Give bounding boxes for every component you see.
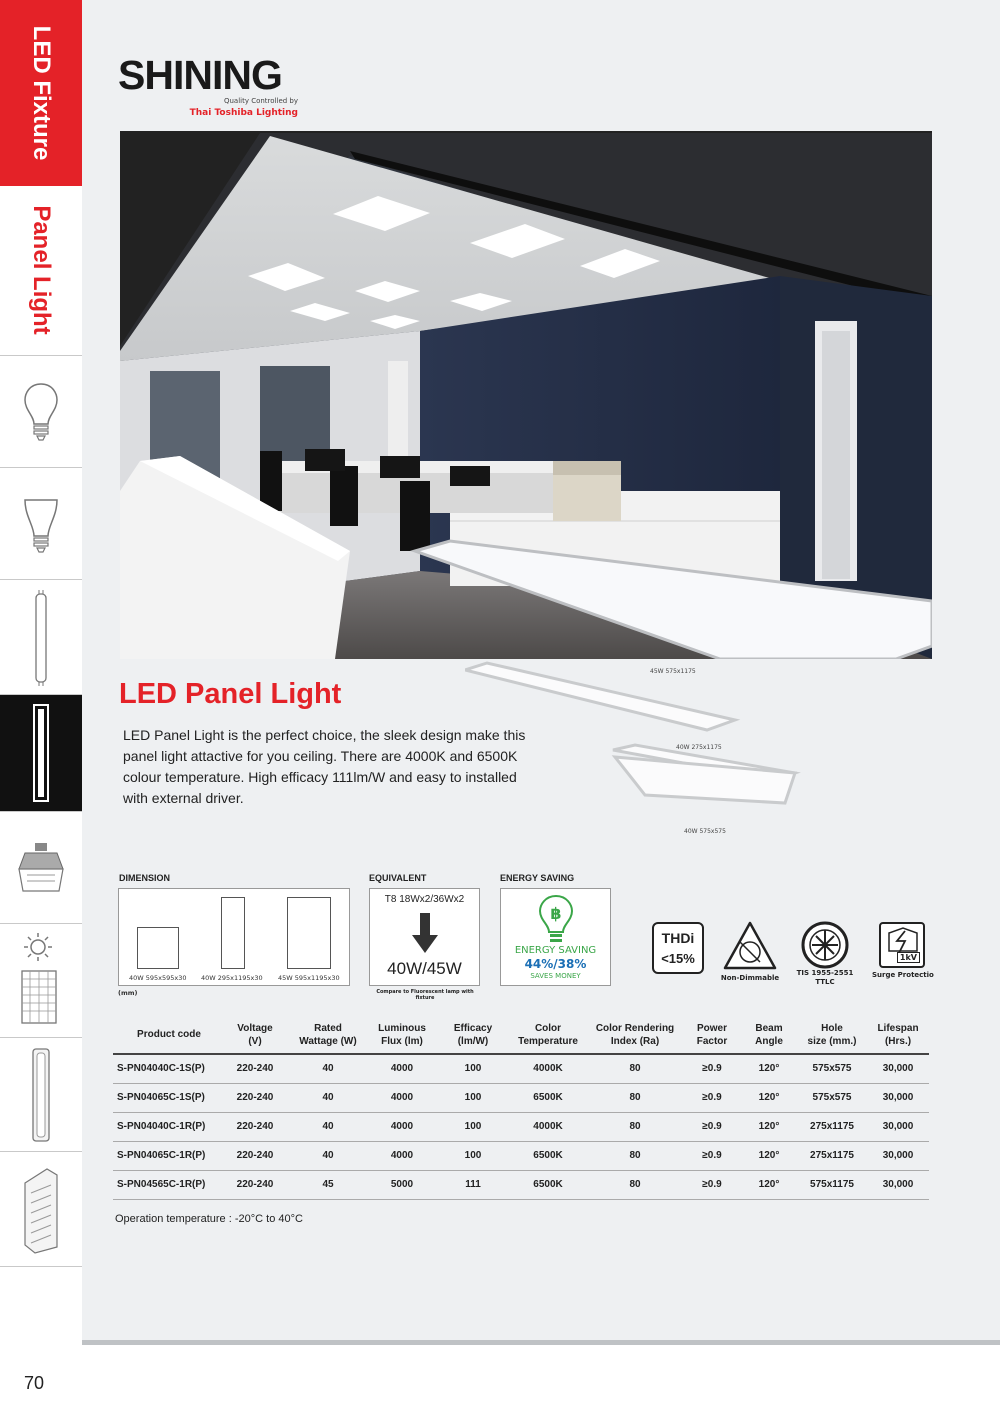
- tis-icon: [800, 920, 850, 970]
- header-power-factor: Power Factor: [683, 1016, 741, 1054]
- cell: 30,000: [867, 1083, 929, 1112]
- cell: 4000: [367, 1083, 437, 1112]
- cell: 220-240: [221, 1141, 289, 1170]
- cell: 4000: [367, 1112, 437, 1141]
- cell: 120°: [741, 1112, 797, 1141]
- dimension-item-3: 45W 595x1195x30: [278, 974, 340, 982]
- tis-caption: TIS 1955-2551: [796, 969, 854, 977]
- cell: 100: [437, 1141, 509, 1170]
- operation-temperature: Operation temperature : -20°C to 40°C: [115, 1213, 303, 1225]
- cell: 5000: [367, 1170, 437, 1199]
- cell: 120°: [741, 1141, 797, 1170]
- cell: S-PN04040C-1R(P): [113, 1112, 221, 1141]
- cell: 80: [587, 1112, 683, 1141]
- highbay-icon: [0, 812, 82, 925]
- sidebar-item-reflector-bulb[interactable]: [0, 468, 82, 580]
- cell: ≥0.9: [683, 1112, 741, 1141]
- energy-bulb-icon: [537, 894, 575, 944]
- equivalent-from: T8 18Wx2/36Wx2: [384, 894, 465, 905]
- equivalent-box: [369, 888, 480, 986]
- brand-name: SHINING: [118, 52, 282, 98]
- cell: 111: [437, 1170, 509, 1199]
- surge-tag: 1kV: [897, 952, 920, 963]
- dimension-label: DIMENSION: [119, 873, 171, 883]
- energy-saving-value: 44%/38%: [524, 957, 587, 971]
- header-beam-angle: Beam Angle: [741, 1016, 797, 1054]
- sidebar-item-solar[interactable]: [0, 924, 82, 1038]
- cell: 6500K: [509, 1141, 587, 1170]
- cell: 80: [587, 1054, 683, 1083]
- header-lifespan: Lifespan (Hrs.): [867, 1016, 929, 1054]
- cell: 120°: [741, 1170, 797, 1199]
- equivalent-note: Compare to Fluorescent lamp with fixture: [376, 989, 474, 1001]
- cell: 30,000: [867, 1170, 929, 1199]
- cell: ≥0.9: [683, 1170, 741, 1199]
- category-label: LED Fixture: [28, 25, 55, 161]
- cell: 575x575: [797, 1054, 867, 1083]
- cell: 100: [437, 1083, 509, 1112]
- header-voltage: Voltage (V): [221, 1016, 289, 1054]
- bulb-icon: [0, 356, 82, 468]
- dimension-item-1: 40W 595x595x30: [129, 974, 187, 982]
- subcategory-tab[interactable]: [0, 186, 82, 356]
- cell: 275x1175: [797, 1141, 867, 1170]
- panel-label-2: 40W 275x1175: [676, 744, 722, 751]
- spec-table: [113, 1016, 929, 1200]
- energy-saving-box: [500, 888, 611, 986]
- brand-partner: Thai Toshiba Lighting: [189, 108, 298, 118]
- energy-saving-label: ENERGY SAVING: [500, 873, 575, 883]
- thdi-icon: [652, 922, 704, 974]
- cell: 40: [289, 1083, 367, 1112]
- page-number: 70: [24, 1373, 45, 1393]
- cell: 80: [587, 1141, 683, 1170]
- solar-icon: [0, 924, 82, 1038]
- table-header-row: [113, 1016, 929, 1054]
- footer-rule: [82, 1340, 1000, 1345]
- cell: 4000K: [509, 1112, 587, 1141]
- cell: 220-240: [221, 1083, 289, 1112]
- cell: 45: [289, 1170, 367, 1199]
- table-row: [113, 1083, 929, 1112]
- sidebar-item-highbay[interactable]: [0, 811, 82, 924]
- cell: 80: [587, 1170, 683, 1199]
- panel-icon: [0, 695, 82, 811]
- office-photo: [120, 131, 932, 659]
- energy-saving-title: ENERGY SAVING: [514, 945, 597, 956]
- cell: 120°: [741, 1083, 797, 1112]
- tube-icon: [0, 580, 82, 695]
- cell: 575x575: [797, 1083, 867, 1112]
- table-row: [113, 1112, 929, 1141]
- sidebar-item-bulb[interactable]: [0, 356, 82, 468]
- dimension-box: [118, 888, 350, 986]
- down-arrow-icon: [410, 913, 440, 955]
- header-cri: Color Rendering Index (Ra): [587, 1016, 683, 1054]
- cell: 275x1175: [797, 1112, 867, 1141]
- dimension-item-2: 40W 295x1195x30: [201, 974, 263, 982]
- table-row: [113, 1170, 929, 1199]
- surge-caption: Surge Protectio: [872, 971, 934, 979]
- cell: S-PN04040C-1S(P): [113, 1054, 221, 1083]
- cell: 220-240: [221, 1170, 289, 1199]
- panel-label-3: 40W 575x575: [684, 828, 726, 835]
- cell: ≥0.9: [683, 1054, 741, 1083]
- cell: 40: [289, 1141, 367, 1170]
- panel-label-1: 45W 575x1175: [650, 668, 696, 675]
- product-title: LED Panel Light: [119, 678, 342, 710]
- cell: 40: [289, 1054, 367, 1083]
- category-tab[interactable]: [0, 0, 82, 186]
- table-row: [113, 1054, 929, 1083]
- cell: 4000: [367, 1141, 437, 1170]
- cell: 30,000: [867, 1112, 929, 1141]
- cell: 575x1175: [797, 1170, 867, 1199]
- surge-protection-icon: [879, 922, 925, 968]
- cell: S-PN04565C-1R(P): [113, 1170, 221, 1199]
- subcategory-label: Panel Light: [28, 205, 55, 335]
- product-description: LED Panel Light is the perfect choice, the sleek design make this panel light attactive for you ceiling. There are 4000K and 6500K colour temperature. High efficacy 111lm/W and easy to installed with external driver.: [123, 727, 526, 806]
- cell: S-PN04065C-1S(P): [113, 1083, 221, 1112]
- svg-text:฿: ฿: [550, 904, 562, 923]
- table-row: [113, 1141, 929, 1170]
- brand-tagline: Quality Controlled by: [223, 97, 298, 105]
- dimension-unit: (mm): [118, 989, 138, 997]
- cell: 80: [587, 1083, 683, 1112]
- sidebar-item-panel-active[interactable]: [0, 695, 82, 811]
- cell: 4000K: [509, 1054, 587, 1083]
- equivalent-to: 40W/45W: [387, 959, 462, 978]
- non-dimmable-icon: [722, 920, 778, 972]
- header-color-temp: Color Temperature: [509, 1016, 587, 1054]
- equivalent-label: EQUIVALENT: [369, 873, 427, 883]
- cell: 40: [289, 1112, 367, 1141]
- tube-fixture-icon: [0, 1038, 82, 1152]
- header-flux: Luminous Flux (lm): [367, 1016, 437, 1054]
- sidebar-item-tube-fixture[interactable]: [0, 1038, 82, 1152]
- tis-caption-2: TTLC: [815, 978, 835, 986]
- cell: 100: [437, 1112, 509, 1141]
- header-product-code: Product code: [113, 1016, 221, 1054]
- dimension-narrow: [221, 897, 245, 969]
- cell: 100: [437, 1054, 509, 1083]
- cell: 30,000: [867, 1054, 929, 1083]
- thdi-line2: <15%: [661, 951, 695, 966]
- cell: ≥0.9: [683, 1083, 741, 1112]
- energy-saving-sub: SAVES MONEY: [530, 972, 581, 980]
- cell: 4000: [367, 1054, 437, 1083]
- cell: ≥0.9: [683, 1141, 741, 1170]
- cell: 220-240: [221, 1054, 289, 1083]
- cell: 120°: [741, 1054, 797, 1083]
- cell: 30,000: [867, 1141, 929, 1170]
- header-efficacy: Efficacy (lm/W): [437, 1016, 509, 1054]
- header-wattage: Rated Wattage (W): [289, 1016, 367, 1054]
- dimension-rect: [287, 897, 331, 969]
- thdi-line1: THDi: [661, 930, 695, 946]
- sidebar-item-tube[interactable]: [0, 580, 82, 695]
- sidebar-item-batten[interactable]: [0, 1152, 82, 1267]
- batten-icon: [0, 1152, 82, 1267]
- category-sidebar: [0, 0, 82, 1414]
- non-dimmable-caption: Non-Dimmable: [720, 974, 780, 982]
- cell: 220-240: [221, 1112, 289, 1141]
- reflector-bulb-icon: [0, 468, 82, 580]
- brand-logo: [118, 52, 308, 122]
- cell: S-PN04065C-1R(P): [113, 1141, 221, 1170]
- header-hole-size: Hole size (mm.): [797, 1016, 867, 1054]
- cell: 6500K: [509, 1170, 587, 1199]
- cell: 6500K: [509, 1083, 587, 1112]
- dimension-square: [137, 927, 179, 969]
